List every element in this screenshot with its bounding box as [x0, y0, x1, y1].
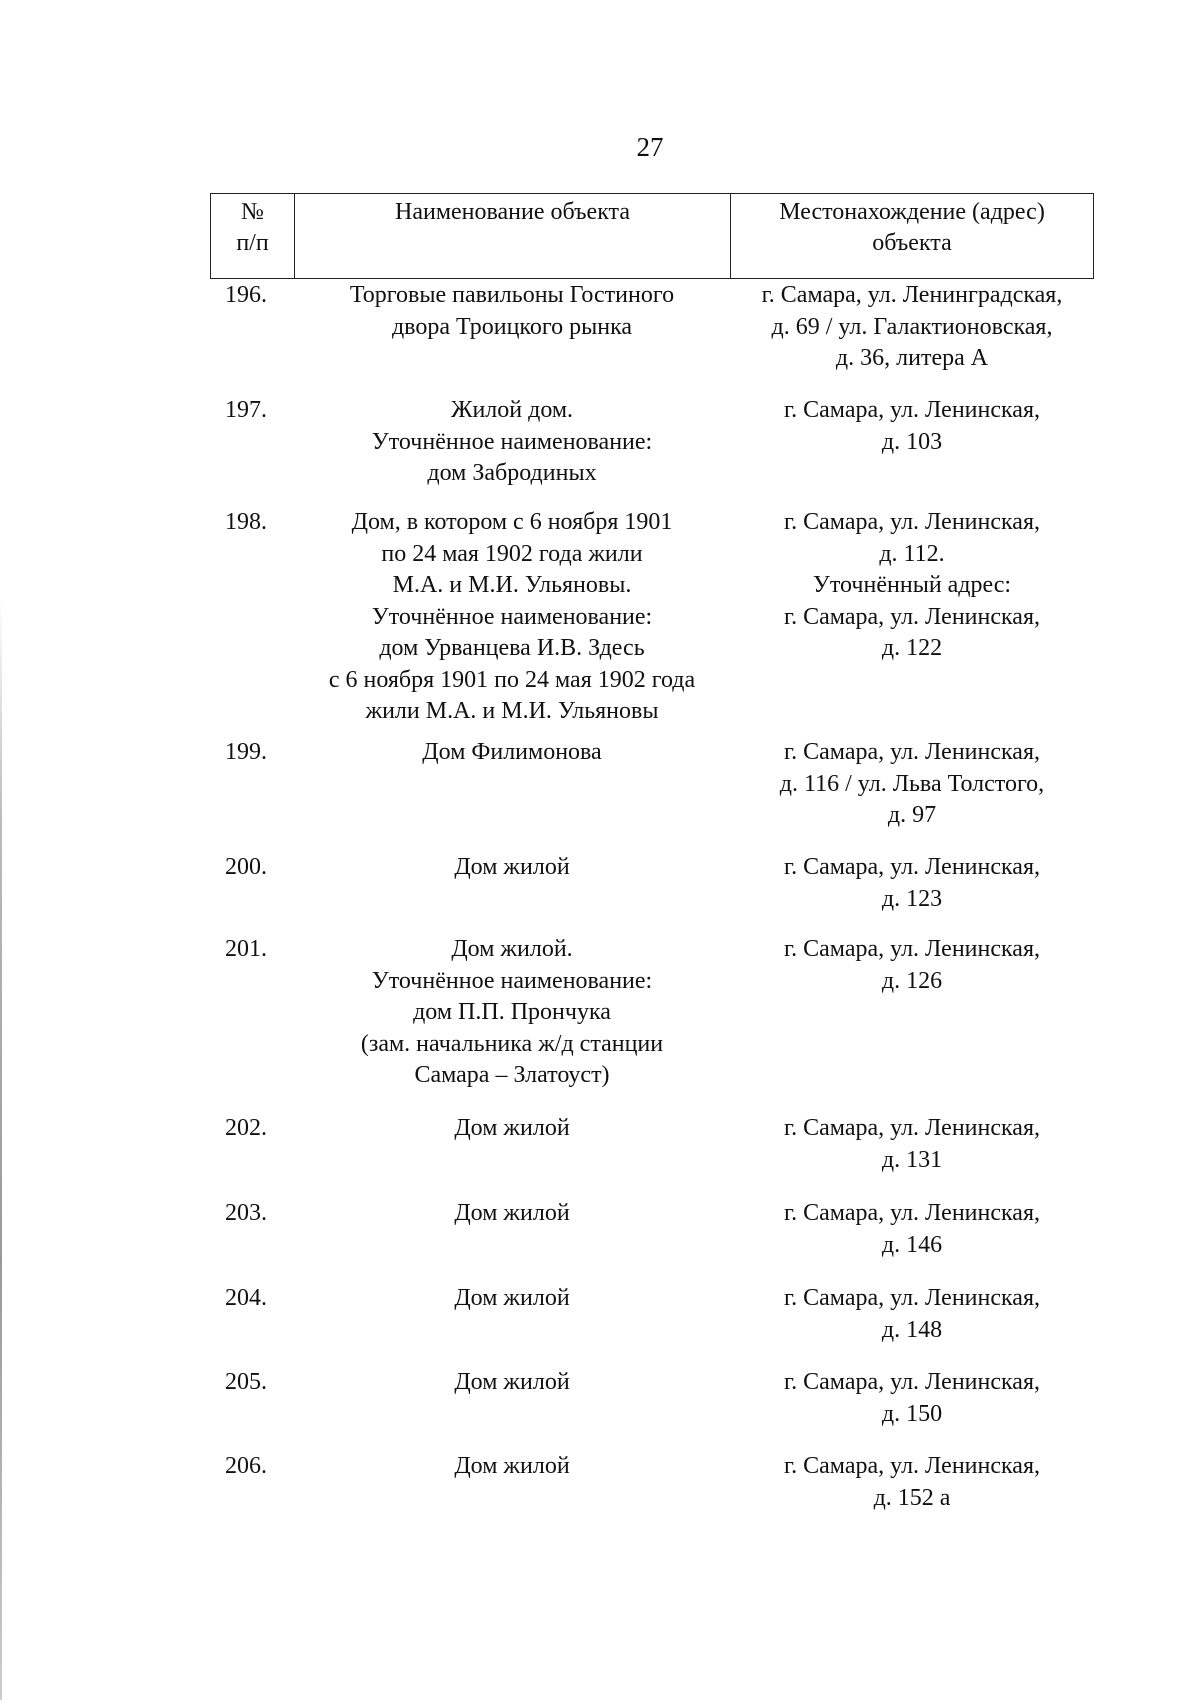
object-name-line: М.А. и М.И. Ульяновы. — [392, 572, 632, 598]
page-number: 27 — [636, 132, 664, 162]
table-row — [210, 1367, 1094, 1430]
table-row — [210, 280, 1094, 375]
object-address-line: д. 131 — [881, 1146, 943, 1173]
object-name-line: Дом, в котором с 6 ноября 1901 — [351, 509, 673, 535]
object-name-line: Дом жилой — [454, 1453, 570, 1479]
object-name — [294, 1113, 730, 1176]
object-name — [294, 737, 730, 832]
object-address-line: г. Самара, ул. Ленинская, — [784, 854, 1040, 880]
table-header — [210, 193, 1094, 279]
row-number: 203. — [225, 1200, 267, 1226]
object-address-line: д. 122 — [881, 635, 943, 661]
header-name-column — [295, 194, 731, 278]
header-address-line-1: Местонахождение (адрес) — [779, 199, 1045, 225]
object-address-line: д. 36, литера А — [835, 345, 989, 371]
object-address-line: д. 69 / ул. Галактионовская, — [771, 313, 1053, 340]
row-number: 197. — [225, 397, 267, 423]
object-address-line: д. 116 / ул. Льва Толстого, — [779, 770, 1045, 797]
row-number: 196. — [225, 282, 267, 308]
object-name — [294, 852, 730, 915]
object-name-line: Уточнённое наименование: — [371, 967, 653, 994]
object-address-line: г. Самара, ул. Ленинградская, — [761, 282, 1063, 308]
header-number-abbrev: п/п — [236, 230, 269, 256]
table-row — [210, 852, 1094, 915]
header-address-column — [731, 194, 1093, 278]
object-address-line: г. Самара, ул. Ленинская, — [784, 509, 1040, 535]
object-name-line: (зам. начальника ж/д станции — [360, 1030, 664, 1057]
object-address-line: г. Самара, ул. Ленинская, — [784, 1285, 1040, 1311]
object-address — [730, 1367, 1094, 1430]
table-row — [210, 1113, 1094, 1176]
object-address-line: г. Самара, ул. Ленинская, — [784, 739, 1040, 765]
object-address-line: д. 152 а — [873, 1484, 951, 1511]
object-address — [730, 1283, 1094, 1346]
object-name — [294, 507, 730, 728]
object-address-line: Уточнённый адрес: — [812, 572, 1012, 598]
object-name-line: Дом жилой. — [451, 936, 573, 962]
object-name-line: Дом жилой — [454, 1200, 570, 1226]
table-row — [210, 507, 1094, 728]
row-number: 206. — [225, 1453, 267, 1479]
object-name-line: Жилой дом. — [450, 397, 574, 423]
object-name-line: Дом жилой — [454, 1115, 570, 1141]
object-name-line: Дом жилой — [454, 1369, 570, 1395]
object-name — [294, 1451, 730, 1514]
object-name-line: Самара – Златоуст) — [414, 1062, 610, 1088]
scan-edge-artifact — [0, 600, 2, 1700]
row-number: 199. — [225, 739, 267, 765]
object-name-line: Торговые павильоны Гостиного — [349, 282, 675, 308]
object-name — [294, 1283, 730, 1346]
object-name-line: жили М.А. и М.И. Ульяновы — [365, 698, 659, 724]
object-address-line: д. 103 — [881, 428, 943, 455]
object-address-line: д. 123 — [881, 885, 943, 912]
object-address — [730, 1113, 1094, 1176]
object-name-line: с 6 ноября 1901 по 24 мая 1902 года — [328, 666, 696, 693]
header-name-label: Наименование объекта — [395, 199, 630, 225]
object-name-line: двора Троицкого рынка — [391, 313, 633, 340]
object-address-line: г. Самара, ул. Ленинская, — [784, 1200, 1040, 1226]
header-number-column — [211, 194, 295, 278]
object-name-line: по 24 мая 1902 года жили — [381, 540, 643, 567]
object-address — [730, 395, 1094, 490]
object-name-line: Дом Филимонова — [422, 739, 602, 765]
object-address — [730, 934, 1094, 1092]
object-address — [730, 852, 1094, 915]
table-row — [210, 395, 1094, 490]
object-address — [730, 280, 1094, 375]
object-name-line: дом Забродиных — [427, 460, 597, 486]
object-address-line: д. 112. — [879, 540, 945, 567]
object-address-line: г. Самара, ул. Ленинская, — [784, 936, 1040, 962]
object-name-line: Уточнённое наименование: — [371, 603, 653, 630]
object-address-line: д. 97 — [887, 802, 937, 828]
object-address — [730, 1451, 1094, 1514]
object-name-line: Дом жилой — [454, 854, 570, 880]
object-name-line: дом П.П. Прончука — [413, 999, 611, 1025]
row-number: 201. — [225, 936, 267, 962]
object-address-line: д. 148 — [881, 1316, 943, 1343]
row-number: 202. — [225, 1115, 267, 1141]
object-address-line: г. Самара, ул. Ленинская, — [784, 603, 1040, 630]
row-number: 200. — [225, 854, 267, 880]
object-address-line: д. 150 — [881, 1400, 943, 1427]
object-name-line: дом Урванцева И.В. Здесь — [379, 635, 645, 661]
object-name — [294, 395, 730, 490]
object-name — [294, 934, 730, 1092]
header-address-line-2: объекта — [872, 230, 952, 256]
table-row — [210, 737, 1094, 832]
object-address-line: г. Самара, ул. Ленинская, — [784, 1369, 1040, 1395]
row-number: 198. — [225, 509, 267, 535]
object-name — [294, 280, 730, 375]
object-address-line: д. 126 — [881, 967, 943, 994]
table-row — [210, 1283, 1094, 1346]
object-address-line: г. Самара, ул. Ленинская, — [784, 1115, 1040, 1141]
table-row — [210, 934, 1094, 1092]
object-address — [730, 507, 1094, 728]
table-row — [210, 1198, 1094, 1261]
object-name — [294, 1367, 730, 1430]
object-address — [730, 1198, 1094, 1261]
object-name-line: Уточнённое наименование: — [371, 428, 653, 455]
object-address-line: д. 146 — [881, 1231, 943, 1258]
object-address-line: г. Самара, ул. Ленинская, — [784, 1453, 1040, 1479]
header-number-symbol: № — [241, 199, 264, 225]
object-address-line: г. Самара, ул. Ленинская, — [784, 397, 1040, 423]
row-number: 205. — [225, 1369, 267, 1395]
table-row — [210, 1451, 1094, 1514]
object-address — [730, 737, 1094, 832]
object-name — [294, 1198, 730, 1261]
object-name-line: Дом жилой — [454, 1285, 570, 1311]
row-number: 204. — [225, 1285, 267, 1311]
